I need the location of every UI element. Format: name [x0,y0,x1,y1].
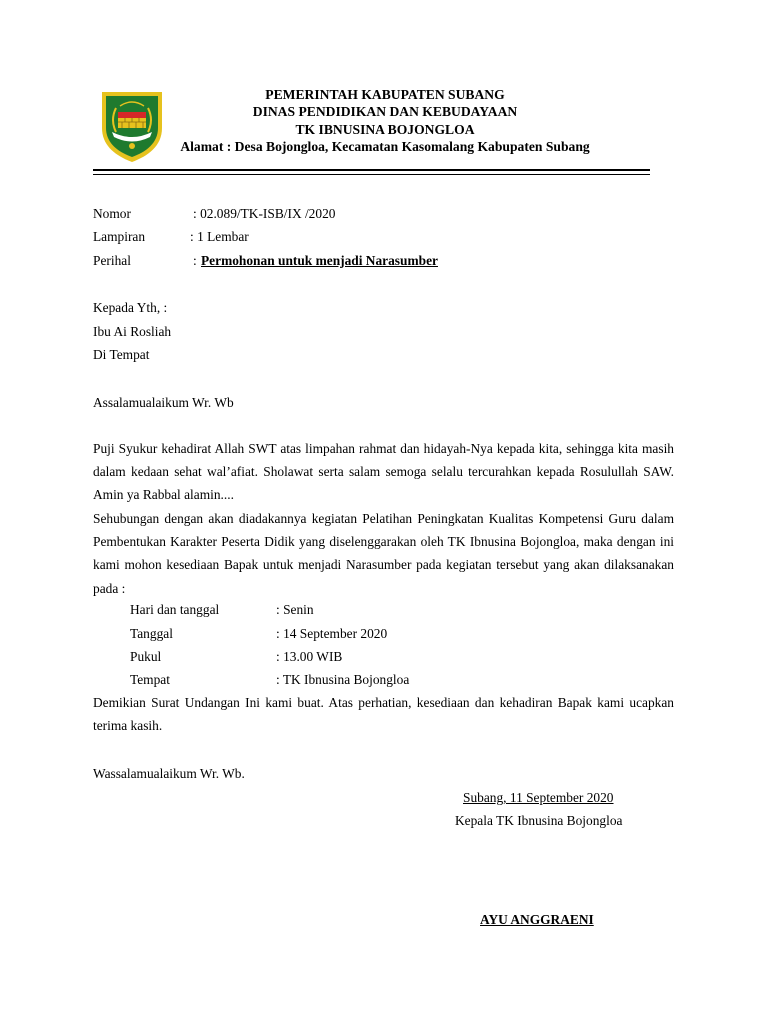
signature-position: Kepala TK Ibnusina Bojongloa [455,813,623,828]
greeting: Assalamualaikum Wr. Wb [93,395,234,410]
recipient-salutation: Kepada Yth, : [93,300,168,315]
signature-name: AYU ANGGRAENI [480,912,594,927]
nomor-label: Nomor [93,206,131,221]
schedule-label-venue: Tempat [130,672,170,687]
recipient-name: Ibu Ai Rosliah [93,324,172,339]
letterhead-address: Alamat : Desa Bojongloa, Kecamatan Kasomalang Kabupaten Subang [180,139,590,154]
body-paragraph-closing: Demikian Surat Undangan Ini kami buat. Atas perhatian, kesediaan dan kehadiran Bapak kami ucapkan terima kasih. [93,695,674,734]
letterhead-department: DINAS PENDIDIKAN DAN KEBUDAYAAN [252,104,518,119]
schedule-value-date: : 14 September 2020 [276,626,388,641]
schedule-value-day: : Senin [276,602,314,617]
body-paragraph-opening: Puji Syukur kehadirat Allah SWT atas limpahan rahmat dan hidayah-Nya kepada kita, sehingga kita masih dalam kedaan sehat wal’afiat. Sholawat serta salam semoga selalu tercurahkan kepada Rosulullah SAW. Amin ya Rabbal alamin.... [93,441,674,503]
letterhead-government: PEMERINTAH KABUPATEN SUBANG [265,87,505,102]
schedule-value-time: : 13.00 WIB [276,649,343,664]
perihal-label: Perihal [93,253,131,268]
nomor-value: : 02.089/TK-ISB/IX /2020 [193,206,336,221]
schedule-label-day: Hari dan tanggal [130,602,220,617]
letterhead-school: TK IBNUSINA BOJONGLOA [295,122,475,137]
lampiran-label: Lampiran [93,229,146,244]
recipient-place: Di Tempat [93,347,150,362]
lampiran-value: : 1 Lembar [190,229,249,244]
schedule-label-time: Pukul [130,649,162,664]
schedule-label-date: Tanggal [130,626,173,641]
letterhead-divider-thick [93,169,650,171]
perihal-value: Permohonan untuk menjadi Narasumber [201,253,438,268]
letterhead-divider-thin [93,174,650,175]
signature-place-date: Subang, 11 September 2020 [463,790,614,805]
perihal-colon: : [193,253,197,268]
schedule-value-venue: : TK Ibnusina Bojongloa [276,672,410,687]
closing-salutation: Wassalamualaikum Wr. Wb. [93,766,245,781]
body-paragraph-purpose: Sehubungan dengan akan diadakannya kegiatan Pelatihan Peningkatan Kualitas Kompetensi Guru dalam Pembentukan Karakter Peserta Didik yang diselenggarakan oleh TK Ibnusina Bojongloa, maka dengan ini kami mohon kesediaan Bapak untuk menjadi Narasumber pada kegiatan tersebut yang akan dilaksanakan pada : [93,511,674,596]
